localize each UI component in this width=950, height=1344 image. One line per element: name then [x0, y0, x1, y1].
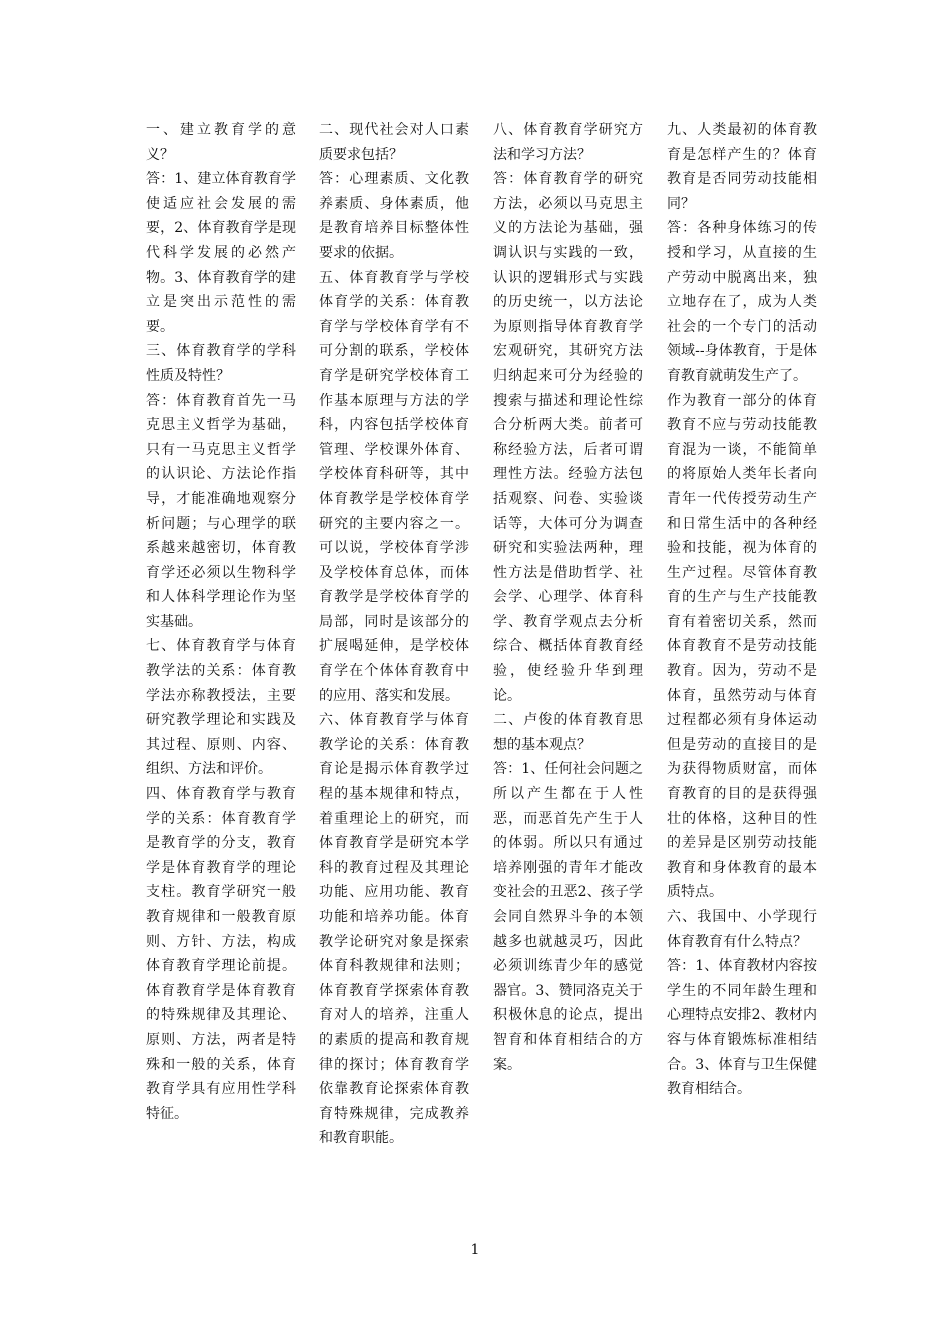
answer-paragraph: 六、体育教育学与体育教学论的关系：体育教育论是揭示体育教学过程的基本规律和特点，着重理论上的研究，而体育教育学是研究本学科的教育过程及其理论功能、应用功能、教育功能和培养功能。体育教学论研究对象是探索体育科教规律和法则；体育教育学探索体育教育对人的培养，注重人的素质的提高和教育规律的探讨；体育教育学依靠教育论探索体育教育特殊规律，完成教养和教育职能。 — [319, 712, 469, 1147]
text-column-4 — [667, 118, 817, 1102]
answer-paragraph: 答：1、体育教材内容按学生的不同年龄生理和心理特点安排2、教材内容与体育锻炼标准相结合。3、体育与卫生保健教育相结合。 — [667, 958, 817, 1098]
answer-paragraph: 作为教育一部分的体育教育不应与劳动技能教育混为一谈，不能简单的将原始人类年长者向青年一代传授劳动生产和日常生活中的各种经验和技能，视为体育的生产过程。尽管体育教育的生产与生产技能教育有着密切关系，然而体育教育不是劳动技能教育。因为，劳动不是体育，虽然劳动与体育过程都必须有身体运动但是劳动的直接目的是为获得物质财富，而体育教育的目的是获得强壮的体格，这种目的性的差异是区别劳动技能教育和身体教育的最本质特点。 — [667, 392, 817, 901]
answer-paragraph: 七、体育教育学与体育教学法的关系：体育教学法亦称教授法，主要研究教学理论和实践及其过程、原则、内容、组织、方法和评价。 — [146, 638, 296, 778]
question-heading: 六、我国中、小学现行体育教育有什么特点？ — [667, 909, 817, 950]
text-column-2 — [319, 118, 469, 1151]
answer-paragraph: 答：各种身体练习的传授和学习，从直接的生产劳动中脱离出来，独立地存在了，成为人类社会的一个专门的活动领域--身体教育，于是体育教育就萌发生产了。 — [667, 220, 817, 384]
question-heading: 一、建立教育学的意义？ — [146, 122, 296, 163]
answer-paragraph: 四、体育教育学与教育学的关系：体育教育学是教育学的分支，教育学是体育教育学的理论支柱。教育学研究一般教育规律和一般教育原则、方针、方法，构成体育教育学理论前提。体育教育学是体育教育的特殊规律及其理论、原则、方法，两者是特殊和一般的关系，体育教育学具有应用性学科特征。 — [146, 786, 296, 1122]
text-column-3 — [493, 118, 643, 1077]
answer-paragraph: 答：心理素质、文化教养素质、身体素质，他是教育培养目标整体性要求的依据。 — [319, 171, 469, 261]
text-column-1 — [146, 118, 296, 1126]
page-number: 1 — [470, 1242, 480, 1258]
answer-paragraph: 答：1、建立体育教育学使适应社会发展的需要，2、体育教育学是现代科学发展的必然产物。3、体育教育学的建立是突出示范性的需要。 — [146, 171, 296, 335]
question-heading: 八、体育教育学研究方法和学习方法？ — [493, 122, 643, 163]
answer-paragraph: 答：体育教育首先一马克思主义哲学为基础，只有一马克思主义哲学的认识论、方法论作指导，才能准确地观察分析问题；与心理学的联系越来越密切，体育教育学还必须以生物科学和人体科学理论作为坚实基础。 — [146, 392, 296, 630]
question-heading: 二、卢俊的体育教育思想的基本观点？ — [493, 712, 643, 753]
answer-paragraph: 答：1、任何社会问题之所以产生都在于人性恶，而恶首先产生于人的体弱。所以只有通过培养刚强的青年才能改变社会的丑恶2、孩子学会同自然界斗争的本领越多也就越灵巧，因此必须训练青少年的感觉器官。3、赞同洛克关于积极休息的论点，提出智育和体育相结合的方案。 — [493, 761, 643, 1073]
question-heading: 二、现代社会对人口素质要求包括？ — [319, 122, 469, 163]
question-heading: 三、体育教育学的学科性质及特性？ — [146, 343, 296, 384]
question-heading: 九、人类最初的体育教育是怎样产生的？体育教育是否同劳动技能相同？ — [667, 122, 817, 212]
answer-paragraph: 五、体育教育学与学校体育学的关系：体育教育学与学校体育学有不可分割的联系，学校体育学是研究学校体育工作基本原理与方法的学科，内容包括学校体育管理、学校课外体育、学校体育科研等，其中体育教学是学校体育学研究的主要内容之一。可以说，学校体育学涉及学校体育总体，而体育教学是学校体育学的局部，同时是该部分的扩展喝延伸，是学校体育学在个体体育教育中的应用、落实和发展。 — [319, 269, 469, 704]
answer-paragraph: 答：体育教育学的研究方法，必须以马克思主义的方法论为基础，强调认识与实践的一致，认识的逻辑形式与实践的历史统一，以方法论为原则指导体育教育学宏观研究，其研究方法归纳起来可分为经验的搜索与描述和理论性综合分析两大类。前者可称经验方法，后者可谓理性方法。经验方法包括观察、问卷、实验谈话等，大体可分为调查研究和实验法两种，理性方法是借助哲学、社会学、心理学、体育科学、教育学观点去分析综合、概括体育教育经验，使经验升华到理论。 — [493, 171, 643, 704]
